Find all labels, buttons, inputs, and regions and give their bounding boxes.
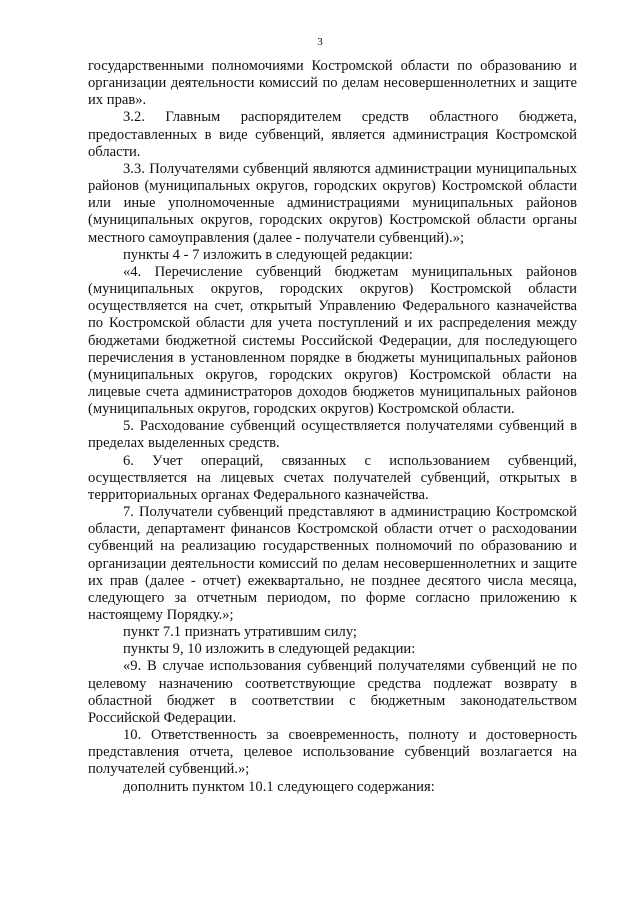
paragraph: «9. В случае использования субвенций получателями субвенций не по целевому назначению соответствующие средства подлежат возврату в областной бюджет в соответствии с бюджетным законодательством Российской Федерации.: [88, 658, 577, 726]
paragraph: 3.3. Получателями субвенций являются администрации муниципальных районов (муниципальных округов, городских округов) Костромской области или иные уполномоченные администрациями муниципальных районов (муниципальных округов, городских округов) Костромской области органы местного самоуправления (далее - получатели субвенций).»;: [88, 160, 577, 246]
document-body: [88, 58, 577, 796]
paragraph: 10. Ответственность за своевременность, полноту и достоверность представления отчета, целевое использование субвенций возлагается на получателей субвенций.»;: [88, 727, 577, 778]
paragraph: пункт 7.1 признать утратившим силу;: [123, 624, 357, 641]
paragraph: «4. Перечисление субвенций бюджетам муниципальных районов (муниципальных округов, городских округов) Костромской области осуществляется на счет, открытый Управлению Федерального казначейства по Костромской области для учета поступлений и их распределения между бюджетами бюджетной системы Российской Федерации, для последующего перечисления в установленном порядке в бюджеты муниципальных районов (муниципальных округов, городских округов) Костромской области на лицевые счета администраторов доходов бюджетов муниципальных районов (муниципальных округов, городских округов) Костромской области.: [88, 263, 577, 418]
paragraph: дополнить пунктом 10.1 следующего содержания:: [123, 778, 435, 795]
paragraph: 7. Получатели субвенций представляют в администрацию Костромской области, департамент финансов Костромской области отчет о расходовании субвенций на реализацию государственных полномочий по образованию и организации деятельности комиссий по делам несовершеннолетних и защите их прав (далее - отчет) ежеквартально, не позднее десятого числа месяца, следующего за отчетным периодом, по форме согласно приложению к настоящему Порядку.»;: [88, 504, 577, 623]
paragraph: государственными полномочиями Костромской области по образованию и организации деятельности комиссий по делам несовершеннолетних и защите их прав».: [88, 58, 577, 109]
page-number: 3: [317, 36, 323, 48]
paragraph: 3.2. Главным распорядителем средств областного бюджета, предоставленных в виде субвенций, является администрация Костромской области.: [88, 109, 577, 160]
paragraph: 6. Учет операций, связанных с использованием субвенций, осуществляется на лицевых счетах получателей субвенций, открытых в территориальных органах Федерального казначейства.: [88, 452, 577, 503]
paragraph: пункты 9, 10 изложить в следующей редакции:: [123, 641, 416, 658]
paragraph: 5. Расходование субвенций осуществляется получателями субвенций в пределах выделенных средств.: [88, 418, 577, 452]
paragraph: пункты 4 - 7 изложить в следующей редакции:: [123, 246, 413, 263]
